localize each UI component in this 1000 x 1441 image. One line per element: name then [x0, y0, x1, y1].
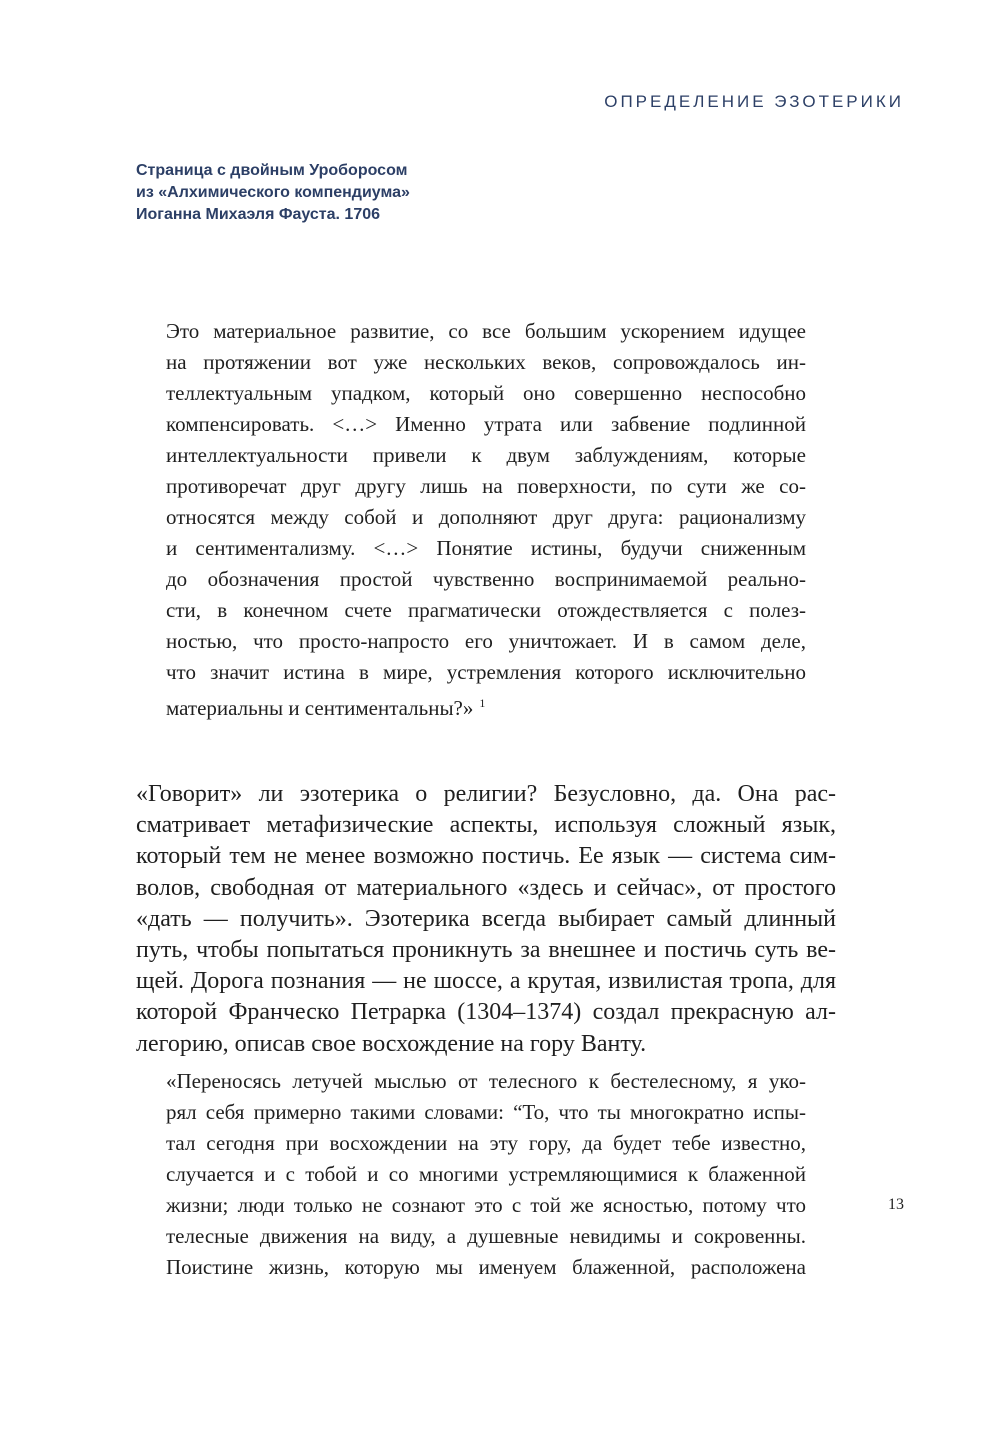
quote-line: до обозначения простой чувственно воспринимаемой реально-: [166, 567, 806, 591]
body-line: «дать — получить». Эзотерика всегда выбирает самый длинный: [136, 905, 836, 932]
quote-last-line: [166, 688, 806, 724]
body-line: которой Франческо Петрарка (1304–1374) создал прекрасную ал-: [136, 999, 836, 1026]
block-quote-petrarch: [166, 1066, 806, 1283]
block-quote-guenon: [166, 316, 806, 724]
quote-line: на протяжении вот уже нескольких веков, сопровождалось ин-: [166, 350, 806, 374]
quote-line: случается и с тобой и со многими устремляющимися к блаженной: [166, 1162, 806, 1186]
caption-line: Страница с двойным Уроборосом: [136, 162, 408, 179]
quote-line: «Переносясь летучей мыслью от телесного к бестелесному, я уко-: [166, 1069, 806, 1093]
body-line: легорию, описав свое восхождение на гору Ванту.: [136, 1030, 647, 1057]
image-caption: [136, 160, 410, 226]
body-paragraph: [136, 779, 836, 1060]
body-line: путь, чтобы попытаться проникнуть за внешнее и постичь суть ве-: [136, 937, 836, 964]
body-line: щей. Дорога познания — не шоссе, а крутая, извилистая тропа, для: [136, 968, 836, 995]
body-line: волов, свободная от материального «здесь и сейчас», от простого: [136, 874, 836, 901]
quote-line: относятся между собой и дополняют друг друга: рационализму: [166, 505, 806, 529]
footnote-marker[interactable]: 1: [479, 696, 486, 710]
quote-line: ностью, что просто-напросто его уничтожает. И в самом деле,: [166, 629, 806, 653]
body-line: который тем не менее возможно постичь. Ее язык — система сим-: [136, 843, 836, 870]
quote-line: противоречат друг другу лишь на поверхности, по сути же со-: [166, 474, 806, 498]
quote-line: телесные движения на виду, а душевные невидимы и сокровенны.: [166, 1224, 806, 1248]
caption-line: из «Алхимического компендиума»: [136, 184, 410, 201]
quote-line: Это материальное развитие, со все большим ускорением идущее: [166, 319, 806, 343]
quote-line: теллектуальным упадком, который оно совершенно неспособно: [166, 381, 806, 405]
quote-line: компенсировать. <…> Именно утрата или забвение подлинной: [166, 412, 806, 436]
quote-line: рял себя примерно такими словами: “То, что ты многократно испы-: [166, 1100, 806, 1124]
quote-line: тал сегодня при восхождении на эту гору, да будет тебе известно,: [166, 1131, 806, 1155]
quote-line: Поистине жизнь, которую мы именуем блаженной, расположена: [166, 1255, 806, 1279]
quote-line: и сентиментализму. <…> Понятие истины, будучи сниженным: [166, 536, 806, 560]
quote-line: материальны и сентиментальны?»: [166, 696, 474, 720]
caption-line: Иоганна Михаэля Фауста. 1706: [136, 206, 381, 223]
page-number: 13: [888, 1196, 904, 1213]
body-line: сматривает метафизические аспекты, используя сложный язык,: [136, 812, 836, 839]
quote-line: интеллектуальности привели к двум заблуждениям, которые: [166, 443, 806, 467]
quote-line: сти, в конечном счете прагматически отождествляется с полез-: [166, 598, 806, 622]
body-line: «Говорит» ли эзотерика о религии? Безусловно, да. Она рас-: [136, 781, 836, 807]
quote-line: что значит истина в мире, устремления которого исключительно: [166, 660, 806, 684]
running-head: ОПРЕДЕЛЕНИЕ ЭЗОТЕРИКИ: [604, 92, 904, 111]
quote-line: жизни; люди только не сознают это с той же ясностью, потому что: [166, 1193, 806, 1217]
